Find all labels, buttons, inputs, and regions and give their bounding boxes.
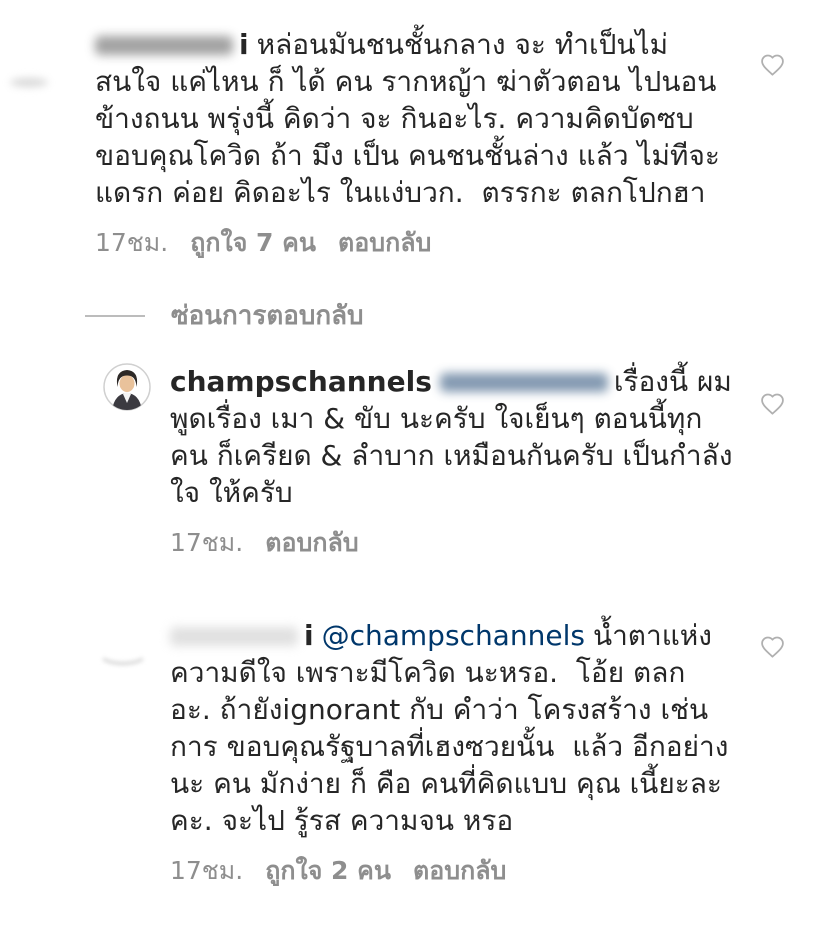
like-heart-icon[interactable] — [759, 391, 786, 416]
username-suffix[interactable]: i — [239, 28, 249, 61]
redacted-mention — [440, 373, 608, 392]
comment-2 — [0, 363, 828, 559]
like-heart-icon[interactable] — [759, 52, 786, 77]
hide-replies-button[interactable]: ซ่อนการตอบกลับ — [171, 301, 364, 331]
username-link[interactable]: champschannels — [170, 365, 432, 398]
likes-count-button[interactable]: ถูกใจ 2 คน — [265, 856, 391, 885]
erased-avatar-smudge — [10, 78, 48, 87]
comment-1-text-block — [95, 26, 733, 211]
comment-1 — [0, 26, 828, 259]
avatar[interactable] — [103, 363, 151, 411]
like-heart-icon[interactable] — [759, 634, 786, 659]
comment-text: น้ำตาแห่ง ความดีใจ เพราะมีโควิด นะหรอ. โอ้ย ตลก อะ. ถ้ายังignorant กับ คำว่า โครงสร้าง เช่น การ ขอบคุณรัฐบาลที่เฮงซวยนั้น แล้ว อีกอย่างนะ คน มักง่าย ก็ คือ คนที่คิดแบบ คุณ เนี้ยะละคะ. จะไป รู้รส ความจน หรอ — [170, 619, 729, 837]
reply-button[interactable]: ตอบกลับ — [412, 856, 507, 885]
mention-link[interactable]: @champschannels — [321, 619, 585, 652]
likes-count-button[interactable]: ถูกใจ 7 คน — [190, 228, 316, 257]
erased-avatar-smudge — [97, 639, 149, 665]
comment-text: หล่อนมันชนชั้นกลาง จะ ทำเป็นไม่สนใจ แค่ไหน ก็ ได้ คน รากหญ้า ฆ่าตัวตอน ไปนอนข้างถนน พรุ่งนี้ คิดว่า จะ กินอะไร. ความคิดบัดซบ ขอบคุณโควิด ถ้า มึง เป็น คนชนชั้นล่าง แล้ว ไม่ทีจะแดรก ค่อย คิดอะไร ในแง่บวก. ตรรกะ ตลกโปกฮา — [95, 28, 720, 209]
replies-divider-line — [85, 315, 145, 317]
comment-1-meta — [95, 227, 733, 259]
comment-1-body — [95, 26, 733, 259]
comment-2-avatar-area — [0, 363, 170, 415]
comment-text: เรื่องนี้ ผม พูดเรื่อง เมา & ขับ นะครับ ใจเย็นๆ ตอนนี้ทุกคน ก็เครียด & ลำบาก เหมือนกันครับ เป็นกำลังใจ ให้ครับ — [170, 365, 741, 509]
timestamp: 17ชม. — [170, 856, 244, 885]
username-suffix[interactable]: i — [304, 619, 314, 652]
hide-replies-row — [0, 300, 828, 332]
comment-3 — [0, 617, 828, 887]
redacted-username — [95, 36, 233, 55]
comments-thread — [0, 26, 828, 933]
timestamp: 17ชม. — [170, 528, 244, 557]
person-avatar-icon — [103, 363, 151, 411]
redacted-username — [170, 627, 298, 646]
comment-3-meta — [170, 855, 733, 887]
reply-button[interactable]: ตอบกลับ — [265, 528, 359, 557]
comment-3-avatar-area — [0, 617, 170, 669]
reply-button[interactable]: ตอบกลับ — [337, 228, 432, 257]
comment-1-avatar-area — [0, 26, 95, 66]
comment-2-text-block — [170, 363, 741, 511]
comment-3-text-block — [170, 617, 733, 839]
comment-2-body — [170, 363, 741, 559]
timestamp: 17ชม. — [95, 228, 169, 257]
comment-3-body — [170, 617, 733, 887]
comment-2-meta — [170, 527, 733, 559]
